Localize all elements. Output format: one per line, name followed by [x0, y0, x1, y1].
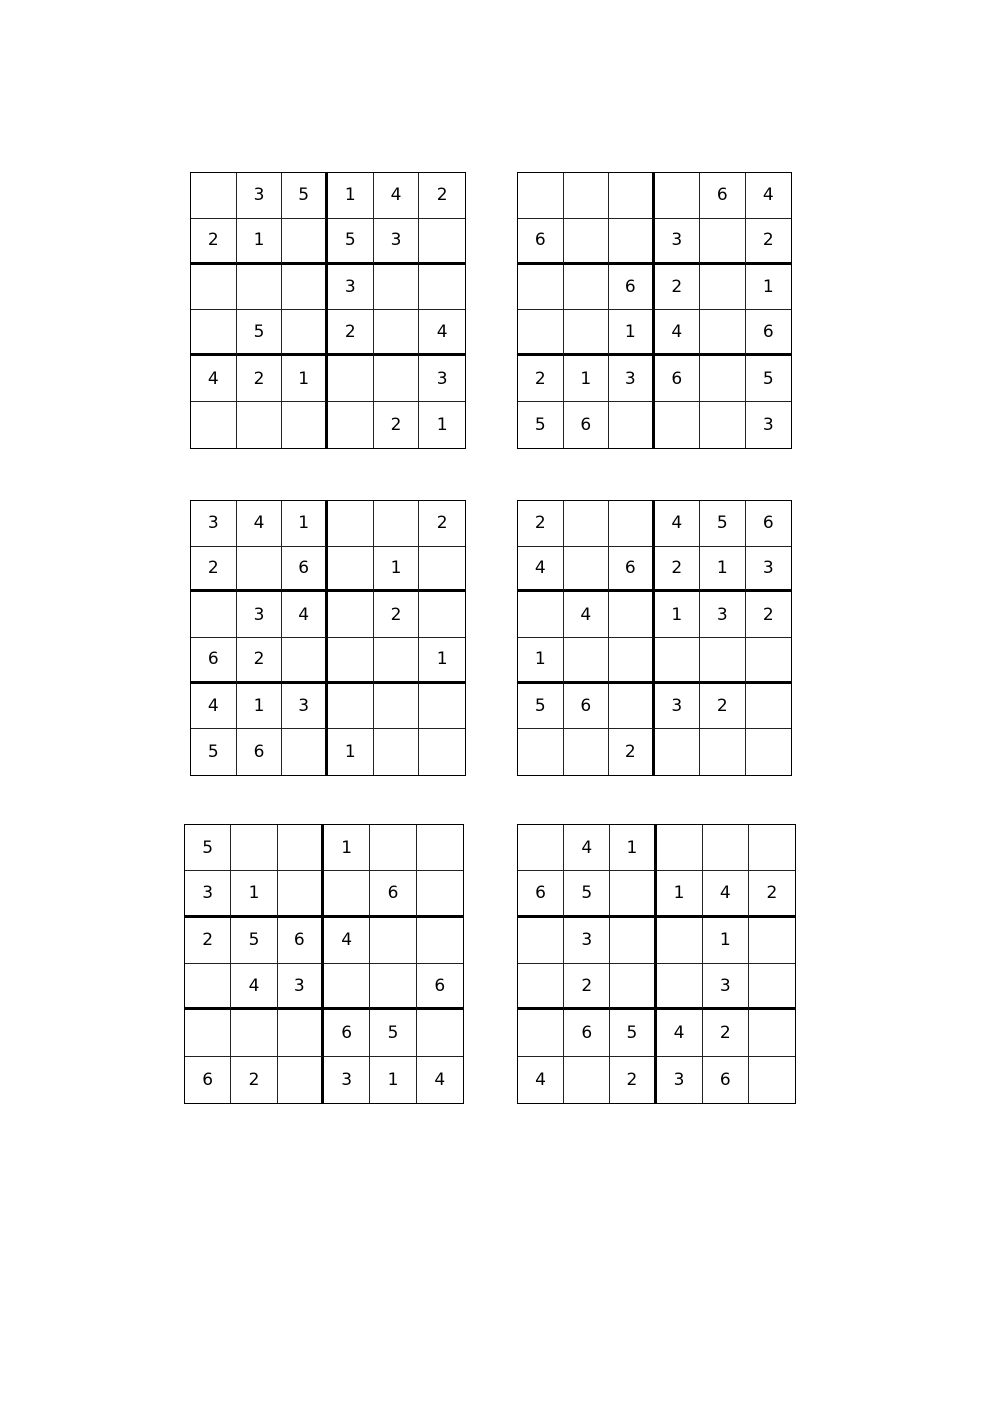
sudoku-cell[interactable]: [374, 501, 420, 547]
sudoku-cell[interactable]: [328, 638, 374, 684]
sudoku-cell[interactable]: [518, 265, 564, 311]
sudoku-cell[interactable]: 6: [564, 684, 610, 730]
sudoku-cell[interactable]: [657, 964, 703, 1010]
sudoku-cell[interactable]: 5: [610, 1010, 656, 1056]
sudoku-cell[interactable]: 2: [518, 356, 564, 402]
sudoku-cell[interactable]: [518, 173, 564, 219]
sudoku-cell[interactable]: [374, 638, 420, 684]
sudoku-cell[interactable]: [518, 1010, 564, 1056]
sudoku-cell[interactable]: 2: [749, 871, 795, 917]
sudoku-cell[interactable]: 5: [191, 729, 237, 775]
sudoku-cell[interactable]: [564, 173, 610, 219]
sudoku-cell[interactable]: 3: [328, 265, 374, 311]
sudoku-cell[interactable]: [610, 918, 656, 964]
sudoku-cell[interactable]: [328, 501, 374, 547]
sudoku-cell[interactable]: [191, 592, 237, 638]
sudoku-cell[interactable]: 3: [655, 684, 701, 730]
sudoku-grid-3: [190, 500, 466, 776]
sudoku-cell[interactable]: 1: [609, 310, 655, 356]
sudoku-cell[interactable]: [374, 684, 420, 730]
sudoku-cell[interactable]: 3: [282, 684, 328, 730]
sudoku-cell[interactable]: [564, 638, 610, 684]
sudoku-cell[interactable]: 2: [564, 964, 610, 1010]
sudoku-cell[interactable]: [749, 918, 795, 964]
sudoku-cell[interactable]: [324, 871, 370, 917]
sudoku-cell[interactable]: [609, 501, 655, 547]
sudoku-cell[interactable]: 6: [746, 310, 792, 356]
sudoku-cell[interactable]: 3: [746, 547, 792, 593]
sudoku-cell[interactable]: [417, 1010, 463, 1056]
sudoku-cell[interactable]: 1: [700, 547, 746, 593]
sudoku-cell[interactable]: 6: [703, 1057, 749, 1103]
sudoku-cell[interactable]: 2: [746, 592, 792, 638]
sudoku-cell[interactable]: 6: [609, 265, 655, 311]
sudoku-cell[interactable]: 3: [237, 173, 283, 219]
sudoku-cell[interactable]: [282, 402, 328, 448]
sudoku-cell[interactable]: [518, 592, 564, 638]
sudoku-cell[interactable]: [609, 638, 655, 684]
sudoku-cell[interactable]: [749, 964, 795, 1010]
sudoku-cell[interactable]: 4: [434, 1069, 446, 1090]
sudoku-cell[interactable]: 4: [191, 684, 237, 730]
sudoku-cell[interactable]: [700, 265, 746, 311]
sudoku-cell[interactable]: [282, 265, 328, 311]
sudoku-cell[interactable]: [419, 219, 465, 265]
sudoku-cell[interactable]: 2: [237, 356, 283, 402]
sudoku-grid-5: [184, 824, 464, 1104]
sudoku-cell[interactable]: [328, 402, 374, 448]
sudoku-cell[interactable]: 2: [237, 638, 283, 684]
sudoku-cell[interactable]: 5: [700, 501, 746, 547]
sudoku-cell[interactable]: 6: [278, 918, 324, 964]
sudoku-cell[interactable]: 5: [328, 219, 374, 265]
sudoku-cell[interactable]: [191, 265, 237, 311]
sudoku-cell[interactable]: [749, 825, 795, 871]
sudoku-cell[interactable]: 4: [655, 501, 701, 547]
sudoku-cell[interactable]: [370, 964, 416, 1010]
sudoku-cell[interactable]: 4: [231, 964, 277, 1010]
sudoku-cell[interactable]: [237, 547, 283, 593]
sudoku-cell[interactable]: 5: [746, 356, 792, 402]
sudoku-cell[interactable]: [191, 173, 237, 219]
sudoku-cell[interactable]: 1: [436, 415, 448, 436]
sudoku-cell[interactable]: [191, 402, 237, 448]
sudoku-cell[interactable]: 2: [700, 684, 746, 730]
sudoku-grid-2: [517, 172, 792, 449]
sudoku-cell[interactable]: 5: [237, 310, 283, 356]
sudoku-cell[interactable]: [700, 356, 746, 402]
sudoku-cell[interactable]: [370, 825, 416, 871]
sudoku-grid-1: [190, 172, 466, 449]
sudoku-cell[interactable]: [419, 684, 465, 730]
sudoku-cell[interactable]: 2: [191, 547, 237, 593]
sudoku-cell[interactable]: 5: [518, 684, 564, 730]
sudoku-cell[interactable]: [609, 402, 655, 448]
sudoku-grid-6: [517, 824, 796, 1104]
sudoku-cell[interactable]: [518, 825, 564, 871]
sudoku-cell[interactable]: [564, 310, 610, 356]
sudoku-cell[interactable]: [518, 729, 564, 775]
sudoku-cell[interactable]: 6: [191, 638, 237, 684]
sudoku-cell[interactable]: 3: [703, 964, 749, 1010]
sudoku-cell[interactable]: 1: [419, 638, 465, 684]
sudoku-cell[interactable]: [278, 871, 324, 917]
sudoku-cell[interactable]: [609, 173, 655, 219]
sudoku-cell[interactable]: 1: [374, 547, 420, 593]
sudoku-cell[interactable]: 1: [655, 592, 701, 638]
sudoku-cell[interactable]: 1: [328, 173, 374, 219]
sudoku-cell[interactable]: [417, 825, 463, 871]
sudoku-cell[interactable]: 6: [518, 219, 564, 265]
sudoku-cell[interactable]: 3: [762, 415, 774, 436]
sudoku-cell[interactable]: [419, 547, 465, 593]
sudoku-cell[interactable]: [564, 501, 610, 547]
sudoku-cell[interactable]: 1: [237, 684, 283, 730]
sudoku-cell[interactable]: 2: [419, 173, 465, 219]
sudoku-cell[interactable]: 6: [564, 402, 610, 448]
sudoku-cell[interactable]: [324, 964, 370, 1010]
sudoku-cell[interactable]: 6: [282, 547, 328, 593]
sudoku-cell[interactable]: 6: [518, 871, 564, 917]
sudoku-cell[interactable]: [564, 729, 610, 775]
sudoku-cell[interactable]: 6: [185, 1057, 231, 1103]
sudoku-cell[interactable]: 2: [374, 592, 420, 638]
sudoku-cell[interactable]: 4: [564, 825, 610, 871]
sudoku-cell[interactable]: 4: [518, 547, 564, 593]
sudoku-cell[interactable]: 4: [374, 173, 420, 219]
sudoku-cell[interactable]: [564, 219, 610, 265]
sudoku-cell[interactable]: 4: [746, 173, 792, 219]
sudoku-cell[interactable]: 2: [191, 219, 237, 265]
sudoku-cell[interactable]: [655, 402, 701, 448]
sudoku-cell[interactable]: 4: [657, 1010, 703, 1056]
sudoku-cell[interactable]: 3: [278, 964, 324, 1010]
sudoku-cell[interactable]: 5: [231, 918, 277, 964]
sudoku-cell[interactable]: [703, 825, 749, 871]
sudoku-cell[interactable]: 2: [703, 1010, 749, 1056]
sudoku-cell[interactable]: [374, 729, 420, 775]
sudoku-cell[interactable]: 6: [417, 964, 463, 1010]
sudoku-cell[interactable]: 1: [324, 825, 370, 871]
sudoku-cell[interactable]: 5: [518, 402, 564, 448]
sudoku-cell[interactable]: [278, 1010, 324, 1056]
sudoku-cell[interactable]: [610, 964, 656, 1010]
sudoku-cell[interactable]: [231, 825, 277, 871]
sudoku-cell[interactable]: [282, 219, 328, 265]
sudoku-cell[interactable]: [564, 1057, 610, 1103]
sudoku-cell[interactable]: 4: [237, 501, 283, 547]
sudoku-cell[interactable]: [746, 638, 792, 684]
sudoku-cell[interactable]: [657, 825, 703, 871]
sudoku-cell[interactable]: [231, 1010, 277, 1056]
sudoku-cell[interactable]: [417, 918, 463, 964]
sudoku-cell[interactable]: 1: [610, 825, 656, 871]
sudoku-cell[interactable]: 4: [282, 592, 328, 638]
sudoku-cell[interactable]: [655, 729, 701, 775]
sudoku-cell[interactable]: [700, 219, 746, 265]
sudoku-cell[interactable]: [518, 310, 564, 356]
sudoku-cell[interactable]: 4: [191, 356, 237, 402]
sudoku-cell[interactable]: [655, 638, 701, 684]
sudoku-cell[interactable]: [610, 871, 656, 917]
sudoku-cell[interactable]: 2: [185, 918, 231, 964]
sudoku-cell[interactable]: [185, 964, 231, 1010]
sudoku-cell[interactable]: 4: [655, 310, 701, 356]
sudoku-cell[interactable]: [749, 1057, 795, 1103]
sudoku-cell[interactable]: [282, 310, 328, 356]
sudoku-cell[interactable]: [417, 871, 463, 917]
sudoku-cell[interactable]: 3: [237, 592, 283, 638]
sudoku-cell[interactable]: [278, 1057, 324, 1103]
sudoku-cell[interactable]: 6: [324, 1010, 370, 1056]
sudoku-cell[interactable]: 3: [185, 871, 231, 917]
sudoku-cell[interactable]: 6: [237, 729, 283, 775]
sudoku-cell[interactable]: [609, 219, 655, 265]
sudoku-cell[interactable]: 1: [746, 265, 792, 311]
sudoku-cell[interactable]: [374, 265, 420, 311]
sudoku-cell[interactable]: [374, 356, 420, 402]
sudoku-cell[interactable]: [609, 592, 655, 638]
sudoku-cell[interactable]: 5: [564, 871, 610, 917]
sudoku-cell[interactable]: 2: [374, 402, 420, 448]
sudoku-cell[interactable]: 1: [282, 501, 328, 547]
sudoku-cell[interactable]: 4: [518, 1057, 564, 1103]
sudoku-cell[interactable]: [700, 402, 746, 448]
sudoku-cell[interactable]: 5: [185, 825, 231, 871]
sudoku-cell[interactable]: [419, 265, 465, 311]
sudoku-cell[interactable]: 2: [610, 1057, 656, 1103]
sudoku-cell[interactable]: [518, 918, 564, 964]
sudoku-cell[interactable]: 2: [419, 501, 465, 547]
sudoku-cell[interactable]: 3: [419, 356, 465, 402]
sudoku-cell[interactable]: 3: [700, 592, 746, 638]
sudoku-cell[interactable]: [746, 729, 792, 775]
sudoku-cell[interactable]: [609, 684, 655, 730]
sudoku-cell[interactable]: 3: [657, 1057, 703, 1103]
sudoku-cell[interactable]: [655, 173, 701, 219]
sudoku-cell[interactable]: 6: [564, 1010, 610, 1056]
sudoku-cell[interactable]: [328, 356, 374, 402]
sudoku-cell[interactable]: 2: [328, 310, 374, 356]
sudoku-cell[interactable]: 1: [703, 918, 749, 964]
sudoku-cell[interactable]: 1: [282, 356, 328, 402]
sudoku-cell[interactable]: 3: [609, 356, 655, 402]
sudoku-cell[interactable]: [370, 918, 416, 964]
sudoku-cell[interactable]: 6: [609, 547, 655, 593]
sudoku-cell[interactable]: [700, 310, 746, 356]
sudoku-grid-4: [517, 500, 792, 776]
sudoku-cell[interactable]: 5: [282, 173, 328, 219]
sudoku-cell[interactable]: 2: [609, 729, 655, 775]
sudoku-cell[interactable]: 3: [374, 219, 420, 265]
sudoku-cell[interactable]: [564, 547, 610, 593]
sudoku-cell[interactable]: 6: [746, 501, 792, 547]
sudoku-cell[interactable]: 4: [419, 310, 465, 356]
sudoku-cell[interactable]: 1: [231, 871, 277, 917]
sudoku-cell[interactable]: [700, 729, 746, 775]
sudoku-cell[interactable]: 1: [518, 638, 564, 684]
sudoku-cell[interactable]: [237, 402, 283, 448]
sudoku-cell[interactable]: [746, 684, 792, 730]
sudoku-cell[interactable]: 1: [657, 871, 703, 917]
sudoku-cell[interactable]: 4: [564, 592, 610, 638]
sudoku-cell[interactable]: 2: [231, 1057, 277, 1103]
sudoku-cell[interactable]: 2: [746, 219, 792, 265]
sudoku-cell[interactable]: 2: [655, 547, 701, 593]
sudoku-cell[interactable]: [328, 684, 374, 730]
sudoku-cell[interactable]: [185, 1010, 231, 1056]
sudoku-cell[interactable]: 3: [655, 219, 701, 265]
sudoku-cell[interactable]: [282, 729, 328, 775]
sudoku-cell[interactable]: 1: [370, 1057, 416, 1103]
sudoku-cell[interactable]: 6: [370, 871, 416, 917]
sudoku-cell[interactable]: [749, 1010, 795, 1056]
sudoku-cell[interactable]: [700, 638, 746, 684]
sudoku-cell[interactable]: 4: [703, 871, 749, 917]
sudoku-cell[interactable]: 3: [564, 918, 610, 964]
sudoku-cell[interactable]: [419, 592, 465, 638]
sudoku-cell[interactable]: [374, 310, 420, 356]
sudoku-cell[interactable]: [282, 638, 328, 684]
sudoku-cell[interactable]: 6: [655, 356, 701, 402]
sudoku-cell[interactable]: 5: [370, 1010, 416, 1056]
sudoku-cell[interactable]: [657, 918, 703, 964]
sudoku-cell[interactable]: 1: [328, 729, 374, 775]
sudoku-cell[interactable]: 2: [655, 265, 701, 311]
sudoku-cell[interactable]: 1: [237, 219, 283, 265]
sudoku-cell[interactable]: 3: [191, 501, 237, 547]
sudoku-cell[interactable]: [564, 265, 610, 311]
sudoku-cell[interactable]: [518, 964, 564, 1010]
sudoku-cell[interactable]: [278, 825, 324, 871]
sudoku-cell[interactable]: 1: [564, 356, 610, 402]
sudoku-cell[interactable]: 6: [700, 173, 746, 219]
sudoku-cell[interactable]: [328, 547, 374, 593]
sudoku-cell[interactable]: 2: [518, 501, 564, 547]
sudoku-cell[interactable]: [237, 265, 283, 311]
sudoku-cell[interactable]: [191, 310, 237, 356]
sudoku-cell[interactable]: 3: [324, 1057, 370, 1103]
sudoku-cell[interactable]: [419, 729, 465, 775]
sudoku-cell[interactable]: 4: [324, 918, 370, 964]
sudoku-cell[interactable]: [328, 592, 374, 638]
